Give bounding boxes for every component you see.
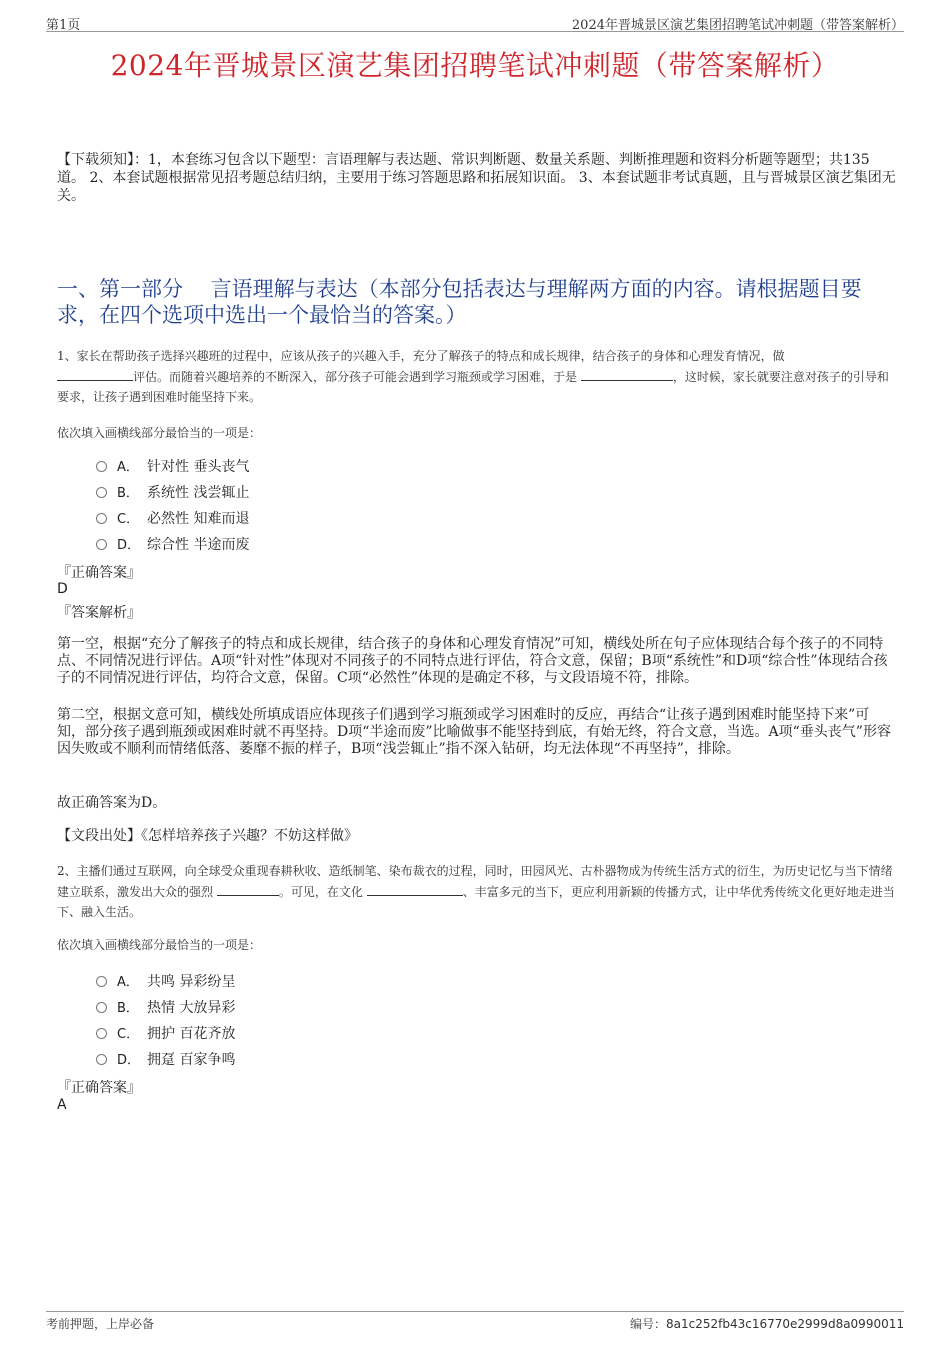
download-notice: 【下载须知】：1，本套练习包含以下题型：言语理解与表达题、常识判断题、数量关系题、判断推理题和资料分析题等题型；共135道。 2、本套试题根据常见招考题总结归纳，主要用于练习答题思路和拓展知识面。 3、本套试题非考试真题，且与晋城景区演艺集团无关。 xyxy=(57,152,896,204)
option-letter: C． xyxy=(117,1027,140,1042)
q1-stem-part-b: 评估。而随着兴趣培养的不断深入，部分孩子可能会遇到学习瓶颈或学习困难，于是 xyxy=(133,370,578,384)
q2-blank-1 xyxy=(217,881,279,896)
radio-icon[interactable] xyxy=(96,461,107,472)
footer-code-value: 8a1c252fb43c16770e2999d8a0990011 xyxy=(666,1317,904,1331)
q2-option-a[interactable] xyxy=(96,971,235,993)
q1-option-d[interactable] xyxy=(96,534,249,556)
radio-icon[interactable] xyxy=(96,487,107,498)
option-text: 拥护 百花齐放 xyxy=(147,1026,236,1042)
q2-option-c[interactable] xyxy=(96,1023,235,1045)
option-text: 共鸣 异彩纷呈 xyxy=(147,974,236,990)
option-letter: B． xyxy=(117,486,139,501)
q1-stem-part-c: ，这时候，家长就要注意对孩子的引导和要求，让孩子遇到困难时能坚持下来。 xyxy=(57,370,889,404)
option-letter: B． xyxy=(117,1001,139,1016)
q1-option-c[interactable] xyxy=(96,508,249,530)
radio-icon[interactable] xyxy=(96,1028,107,1039)
q2-instruction: 依次填入画横线部分最恰当的一项是： xyxy=(57,938,262,952)
option-letter: C． xyxy=(117,512,140,527)
q2-stem-part-c: 、丰富多元的当下，更应利用新颖的传播方式，让中华优秀传统文化更好地走进当下、融入生活。 xyxy=(57,885,895,919)
option-text: 系统性 浅尝辄止 xyxy=(147,485,250,501)
option-text: 热情 大放异彩 xyxy=(147,1000,236,1016)
radio-icon[interactable] xyxy=(96,539,107,550)
footer-code xyxy=(630,1315,904,1332)
option-letter: A． xyxy=(117,975,139,990)
option-text: 拥趸 百家争鸣 xyxy=(147,1052,236,1068)
q2-answer: A xyxy=(57,1097,67,1113)
radio-icon[interactable] xyxy=(96,976,107,987)
page-number: 第1页 xyxy=(46,18,81,33)
q2-blank-2 xyxy=(367,881,463,896)
header-doc-title: 2024年晋城景区演艺集团招聘笔试冲刺题（带答案解析） xyxy=(571,18,904,33)
radio-icon[interactable] xyxy=(96,513,107,524)
q1-analysis-label: 『答案解析』 xyxy=(57,605,141,621)
footer-slogan: 考前押题，上岸必备 xyxy=(46,1317,155,1331)
option-text: 针对性 垂头丧气 xyxy=(147,459,250,475)
option-text: 综合性 半途而废 xyxy=(147,537,250,553)
question-1-stem xyxy=(57,346,897,407)
question-2-stem xyxy=(57,861,897,922)
q1-stem-part-a: 1、家长在帮助孩子选择兴趣班的过程中，应该从孩子的兴趣入手，充分了解孩子的特点和成长规律，结合孩子的身体和心理发育情况，做 xyxy=(57,349,785,363)
document-title: 2024年晋城景区演艺集团招聘笔试冲刺题（带答案解析） xyxy=(110,49,840,82)
option-letter: D． xyxy=(117,538,141,553)
option-letter: D． xyxy=(117,1053,141,1068)
footer-divider xyxy=(46,1311,904,1312)
section-heading: 一、第一部分 言语理解与表达（本部分包括表达与理解两方面的内容。请根据题目要求，在四个选项中选出一个最恰当的答案。） xyxy=(57,277,862,327)
q1-blank-1 xyxy=(57,366,133,381)
q2-stem-part-b: 。可见，在文化 xyxy=(278,885,363,899)
q2-stem-part-a: 2、主播们通过互联网，向全球受众重现春耕秋收、造纸制笔、染布裁衣的过程，同时，田园风光、古朴器物成为传统生活方式的衍生，为历史记忆与当下情绪建立联系，激发出大众的强烈 xyxy=(57,864,893,899)
q2-option-b[interactable] xyxy=(96,997,235,1019)
q1-source: 【文段出处】《怎样培养孩子兴趣？不妨这样做》 xyxy=(57,828,358,844)
q1-analysis-conclusion: 故正确答案为D。 xyxy=(57,795,167,811)
q1-analysis-paragraph-1: 第一空，根据“充分了解孩子的特点和成长规律，结合孩子的身体和心理发育情况”可知，横线处所在句子应体现结合每个孩子的不同特点、不同情况进行评估。A项“针对性”体现对不同孩子的不同特点进行评估，符合文意，保留；B项“系统性”和D项“综合性”体现结合孩子的不同情况进行评估，均符合文意，保留。C项“必然性”体现的是确定不移，与文段语境不符，排除。 xyxy=(57,636,888,686)
option-letter: A． xyxy=(117,460,139,475)
q1-blank-2 xyxy=(581,366,673,381)
radio-icon[interactable] xyxy=(96,1002,107,1013)
q1-option-a[interactable] xyxy=(96,456,249,478)
q1-analysis-paragraph-2: 第二空，根据文意可知，横线处所填成语应体现孩子们遇到学习瓶颈或学习困难时的反应，再结合“让孩子遇到困难时能坚持下来”可知，部分孩子遇到瓶颈或困难时就不再坚持。D项“半途而废”比喻做事不能坚持到底，有始无终，符合文意，当选。A项“垂头丧气”形容因失败或不顺利而情绪低落、萎靡不振的样子，B项“浅尝辄止”指不深入钻研，均无法体现“不再坚持”，排除。 xyxy=(57,707,891,757)
q2-option-d[interactable] xyxy=(96,1049,235,1071)
q1-instruction: 依次填入画横线部分最恰当的一项是： xyxy=(57,426,262,440)
header-divider xyxy=(46,31,904,32)
q1-answer-label: 『正确答案』 xyxy=(57,565,141,581)
footer-code-label: 编号： xyxy=(630,1317,667,1331)
option-text: 必然性 知难而退 xyxy=(147,511,250,527)
q2-answer-label: 『正确答案』 xyxy=(57,1080,141,1096)
q1-option-b[interactable] xyxy=(96,482,249,504)
radio-icon[interactable] xyxy=(96,1054,107,1065)
q1-answer: D xyxy=(57,581,68,597)
